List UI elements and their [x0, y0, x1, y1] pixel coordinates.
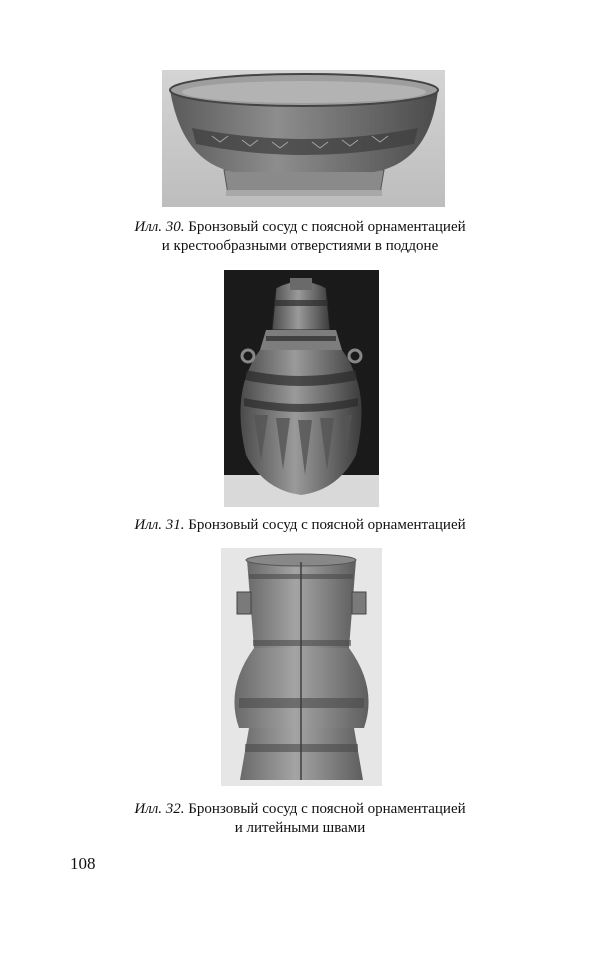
figure-32-vase-photo [221, 548, 382, 786]
figure-31-caption [0, 516, 600, 535]
caption-text: Бронзовый сосуд с поясной орнаментацией [188, 517, 466, 533]
figure-30-caption [0, 218, 600, 256]
figure-30-bowl-photo [162, 70, 445, 207]
caption-line: и крестообразными отверстиями в поддоне [161, 238, 439, 254]
caption-text: Бронзовый сосуд с поясной орнаментацией [188, 219, 466, 235]
figure-label: Илл. 31. [134, 517, 185, 533]
caption-line [0, 218, 600, 237]
figure-32-caption [0, 800, 600, 838]
caption-line [0, 516, 600, 535]
caption-line: и литейными швами [234, 820, 366, 836]
caption-line [0, 800, 600, 819]
figure-label: Илл. 30. [134, 219, 185, 235]
figure-label: Илл. 32. [134, 801, 185, 817]
figure-31-lidded-vessel-photo [224, 270, 379, 507]
caption-text: Бронзовый сосуд с поясной орнаментацией [188, 801, 466, 817]
page-number: 108 [70, 854, 96, 873]
